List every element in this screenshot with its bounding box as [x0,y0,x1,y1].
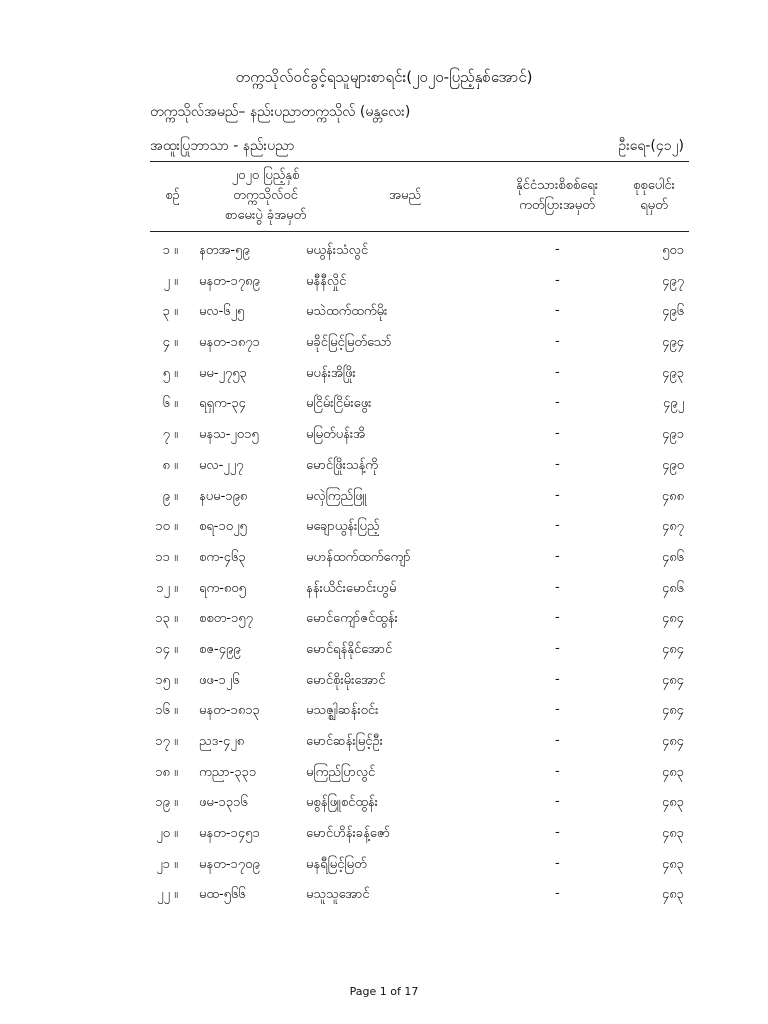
total-marks: ၄၈၆ [661,580,684,596]
total-marks: ၄၈၃ [661,856,684,872]
roll-number: စရ-၁၀၂၅ [199,519,247,535]
roll-number: ရက-၈၀၅ [199,580,246,596]
row-number: ၁၈ ။ [155,764,178,780]
page-footer: Page 1 of 17 [349,985,419,998]
total-marks: ၄၉၀ [662,457,684,473]
total-marks: ၄၈၄ [661,611,684,627]
table-row [0,574,768,605]
table-row [0,359,768,390]
table-row [0,696,768,727]
student-name: မပန်းအိဖြိုး [306,365,356,381]
student-name: မဟန်ထက်ထက်ကျော် [306,549,411,565]
table-row [0,482,768,513]
row-number: ၁၀ ။ [155,519,178,535]
table-header-rule [150,231,689,232]
table-row [0,880,768,911]
roll-number: မလ-၆၂၅ [199,304,245,320]
table-row [0,635,768,666]
total-marks: ၄၈၇ [661,519,684,535]
id-card-number: - [555,794,560,810]
row-number: ၂၂ ။ [157,887,178,903]
total-marks: ၄၈၃ [661,826,684,842]
university-line: တက္ကသိုလ်အမည်– နည်းပညာတက္ကသိုလ် (မန္တလေး) [150,104,411,120]
header-marks [620,176,688,216]
major-line: အထူးပြုဘာသာ - နည်းပညာ [150,138,295,154]
id-card-number: - [555,733,560,748]
row-number: ၉ ။ [162,488,178,504]
row-number: ၁၉ ။ [155,795,178,811]
header-marks-line-2: ရမှတ် [640,198,668,213]
student-name: မလှဲကြည်ဖြူ [306,488,367,504]
total-marks: ၄၈၄ [661,734,684,749]
total-marks: ၄၈၈ [661,488,684,504]
table-row [0,788,768,819]
table-top-rule [150,161,689,162]
id-card-number: - [555,855,560,871]
row-number: ၁၇ ။ [155,734,178,749]
table-row [0,604,768,635]
id-card-number: - [555,763,560,779]
header-transfer-line-2: ကတ်ပြားအမှတ် [519,198,595,213]
student-name: မောင်ဖြိုးသန့်ကို [306,457,378,473]
row-number: ၆ ။ [162,396,178,412]
id-card-number: - [555,242,560,257]
table-row [0,297,768,328]
student-name: နန်းယိင်းမောင်းဟွမ် [306,580,397,596]
row-number: ၁၃ ။ [155,611,178,627]
roll-number: ဖဖ-၁၂၆ [199,672,240,688]
header-transfer [492,176,622,216]
roll-number: စစတ-၁၅၇ [199,611,253,627]
student-name: မောင်စိုးမိုးအောင် [306,672,386,688]
roll-number: မနတ-၁၇၀၉ [199,856,260,872]
count-line: ဦးရေ-(၄၁၂) [618,138,684,154]
id-card-number: - [555,702,560,718]
id-card-number: - [555,272,560,288]
total-marks: ၄၈၃ [661,887,684,903]
student-name: မောင်ကျော်ဇင်ထွန်း [306,611,398,627]
student-name: မောင်ဟိန်းခန့်ဇော် [306,826,390,842]
student-name: မမြတ်ပန်းအိ [306,427,366,443]
student-name: မခိုင်မြင့်မြတ်သော် [306,335,392,351]
row-number: ၁ ။ [162,243,178,258]
roll-number: မနသ-၂၀၁၅ [199,427,259,443]
table-row [0,420,768,451]
roll-number: မလ-၂၂၇ [199,457,244,473]
student-name: မယွန်းသံလွင် [306,243,369,258]
id-card-number: - [555,548,560,564]
total-marks: ၄၉၇ [662,273,684,289]
row-number: ၁၂ ။ [156,580,178,596]
total-marks: ၄၈၆ [661,549,684,565]
row-number: ၁၅ ။ [155,672,178,688]
header-name: အမည် [389,188,421,203]
roll-number: မထ-၅၆၆ [199,887,246,903]
id-card-number: - [555,395,560,411]
table-row [0,267,768,298]
total-marks: ၄၉၂ [662,396,684,412]
student-name: မစွန်ဖြူစင်ထွန်း [306,795,378,811]
id-card-number: - [555,456,560,472]
total-marks: ၄၈၄ [661,672,684,688]
table-row [0,389,768,420]
id-card-number: - [555,579,560,595]
header-no: စဉ် [165,188,180,203]
roll-number: ညဒ-၄၂၈ [199,734,245,749]
table-row [0,819,768,850]
id-card-number: - [555,671,560,687]
roll-number: စက-၄၆၃ [199,549,246,565]
row-number: ၈ ။ [162,457,178,473]
table-row [0,666,768,697]
student-name: မောင်ဆန်းမြင့်ဦး [306,734,383,749]
id-card-number: - [555,886,560,902]
total-marks: ၄၈၄ [661,703,684,719]
table-row [0,451,768,482]
table-body [0,236,768,911]
student-name: မောင်ရန်နိုင်အောင် [306,641,393,657]
table-row [0,236,768,267]
student-name: မသူသူအောင် [306,887,370,903]
row-number: ၂၀ ။ [156,826,178,842]
roll-number: မမ-၂၇၅၃ [199,365,247,381]
id-card-number: - [555,487,560,503]
roll-number: ဖမ-၁၃၁၆ [199,795,248,811]
table-row [0,850,768,881]
id-card-number: - [555,334,560,350]
student-name: မသဲထက်ထက်မိုး [306,304,388,320]
header-roll [198,166,333,226]
header-roll-line-2: တက္ကသိုလ်ဝင် [233,188,298,203]
id-card-number: - [555,518,560,534]
roll-number: ရရှက-၃၄ [199,396,246,412]
table-row [0,758,768,789]
total-marks: ၄၉၁ [662,427,684,443]
table-row [0,543,768,574]
row-number: ၁၄ ။ [155,641,178,657]
row-number: ၁၁ ။ [155,549,178,565]
total-marks: ၄၈၃ [661,764,684,780]
total-marks: ၄၈၃ [661,795,684,811]
roll-number: ကညာ-၃၃၁ [199,764,257,780]
student-name: မငြိမ်းငြိမ်းဖွေး [306,396,372,412]
row-number: ၁၆ ။ [155,703,178,719]
roll-number: စဇ-၄၉၉ [199,641,241,657]
total-marks: ၄၉၆ [662,304,684,320]
id-card-number: - [555,364,560,380]
row-number: ၂၁ ။ [156,856,178,872]
row-number: ၄ ။ [162,335,178,351]
header-marks-line-1: စုစုပေါင်း [633,178,675,193]
header-roll-line-1: ၂၀၂၀ ပြည့်နှစ် [231,168,300,183]
total-marks: ၄၉၃ [662,365,684,381]
student-name: မနရီမြင့်မြတ် [306,856,367,872]
student-name: မကြည်ပြာလွင် [306,764,376,780]
student-name: မချောယွန်းပြည့် [306,519,380,535]
row-number: ၅ ။ [162,365,178,381]
roll-number: မနတ-၁၇၈၉ [199,273,260,289]
id-card-number: - [555,640,560,656]
id-card-number: - [555,610,560,626]
row-number: ၂ ။ [163,273,178,289]
roll-number: နပမ-၁၉၈ [199,488,248,504]
roll-number: နတအ-၅၉ [199,243,250,258]
total-marks: ၄၈၄ [661,641,684,657]
row-number: ၃ ။ [162,304,178,320]
student-name: မသဇ္ဈါဆန်းဝင်း [306,703,379,719]
student-name: မနီနီလှိုင် [306,273,347,289]
roll-number: မနတ-၁၄၅၁ [199,826,260,842]
table-row [0,727,768,758]
roll-number: မနတ-၁၈၁၃ [199,703,260,719]
id-card-number: - [555,303,560,319]
roll-number: မနတ-၁၈၇၁ [199,335,260,351]
page-title: တက္ကသိုလ်ဝင်ခွင့်ရသူများစာရင်း(၂၀၂၀-ပြည့်နှစ်အောင်) [235,68,533,86]
id-card-number: - [555,825,560,841]
total-marks: ၅၀၁ [662,243,684,258]
total-marks: ၄၉၄ [662,335,684,351]
header-roll-line-3: စာမေးပွဲ ခုံအမှတ် [224,208,307,223]
id-card-number: - [555,426,560,442]
table-row [0,512,768,543]
header-transfer-line-1: နိုင်ငံသားစိစစ်ရေး [515,178,599,193]
row-number: ၇ ။ [162,427,178,443]
table-row [0,328,768,359]
